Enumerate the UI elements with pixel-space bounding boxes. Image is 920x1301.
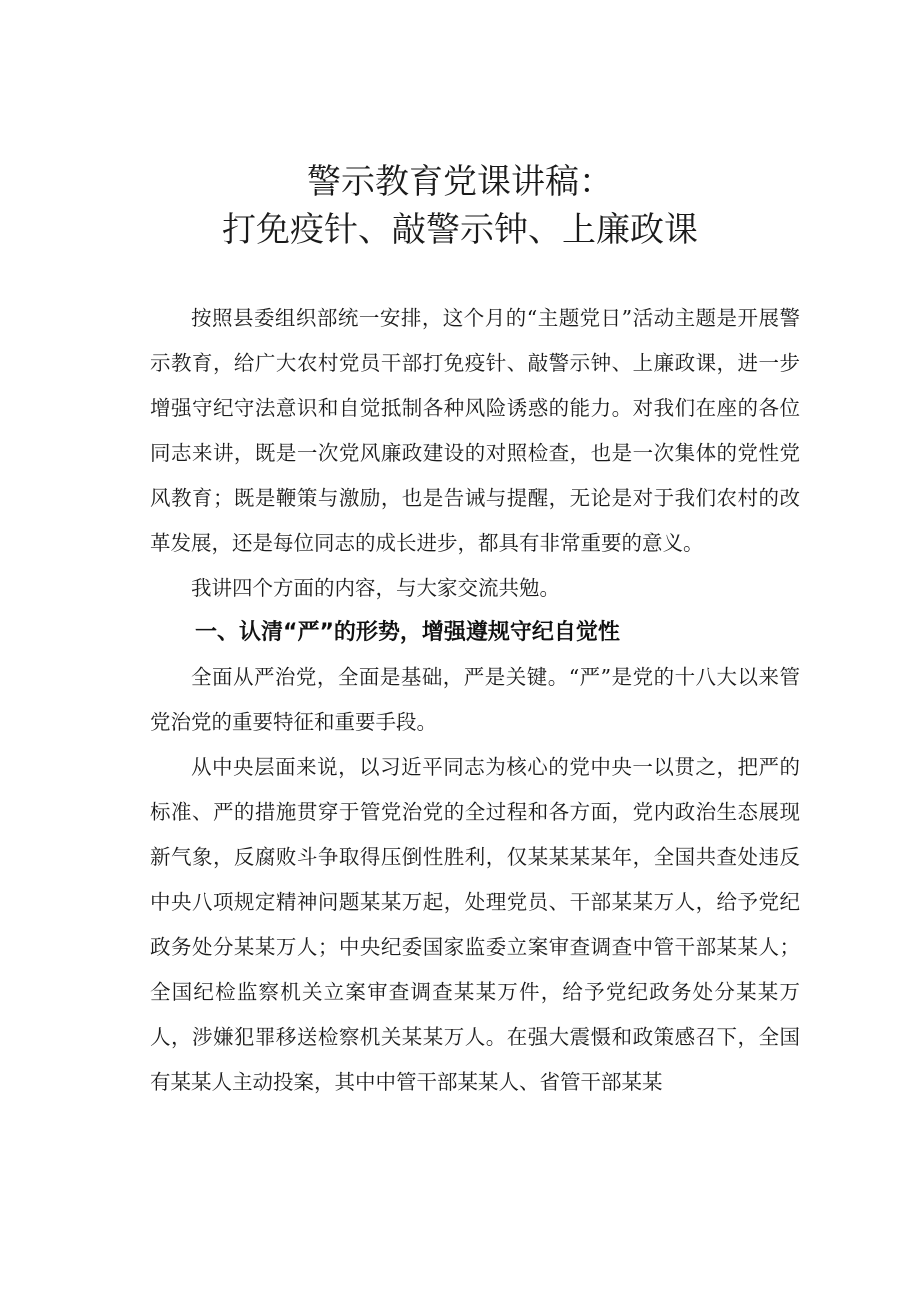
section-1-heading: 一、认清“严”的形势，增强遵规守纪自觉性 — [195, 620, 620, 645]
intro-paragraph: 按照县委组织部统一安排，这个月的“主题党日”活动主题是开展警示教育，给广大农村党员干部打免疫针、敲警示钟、上廉政课，进一步增强守纪守法意识和自觉抵制各种风险诱惑的能力。对我们在座的各位同志来讲，既是一次党风廉政建设的对照检查，也是一次集体的党性党风教育；既是鞭策与激励，也是告诫与提醒，无论是对于我们农村的改革发展，还是每位同志的成长进步，都具有非常重要的意义。 — [150, 306, 800, 555]
title-line-2: 打免疫针、敲警示钟、上廉政课 — [222, 210, 698, 250]
outline-paragraph: 我讲四个方面的内容，与大家交流共勉。 — [191, 576, 560, 600]
section-1-paragraph-2: 从中央层面来说，以习近平同志为核心的党中央一以贯之，把严的标准、严的措施贯穿于管党治党的全过程和各方面，党内政治生态展现新气象，反腐败斗争取得压倒性胜利，仅某某某某年，全国共查处违反中央八项规定精神问题某某万起，处理党员、干部某某万人，给予党纪政务处分某某万人；中央纪委国家监委立案审查调查中管干部某某人；全国纪检监察机关立案审查调查某某万件，给予党纪政务处分某某万人，涉嫌犯罪移送检察机关某某万人。在强大震慑和政策感召下，全国有某某人主动投案，其中中管干部某某人、省管干部某某 — [150, 755, 800, 1094]
document-body — [150, 296, 800, 1105]
section-1-paragraph-1: 全面从严治党，全面是基础，严是关键。“严”是党的十八大以来管党治党的重要特征和重要手段。 — [150, 665, 800, 734]
title-line-1: 警示教育党课讲稿： — [307, 162, 613, 202]
